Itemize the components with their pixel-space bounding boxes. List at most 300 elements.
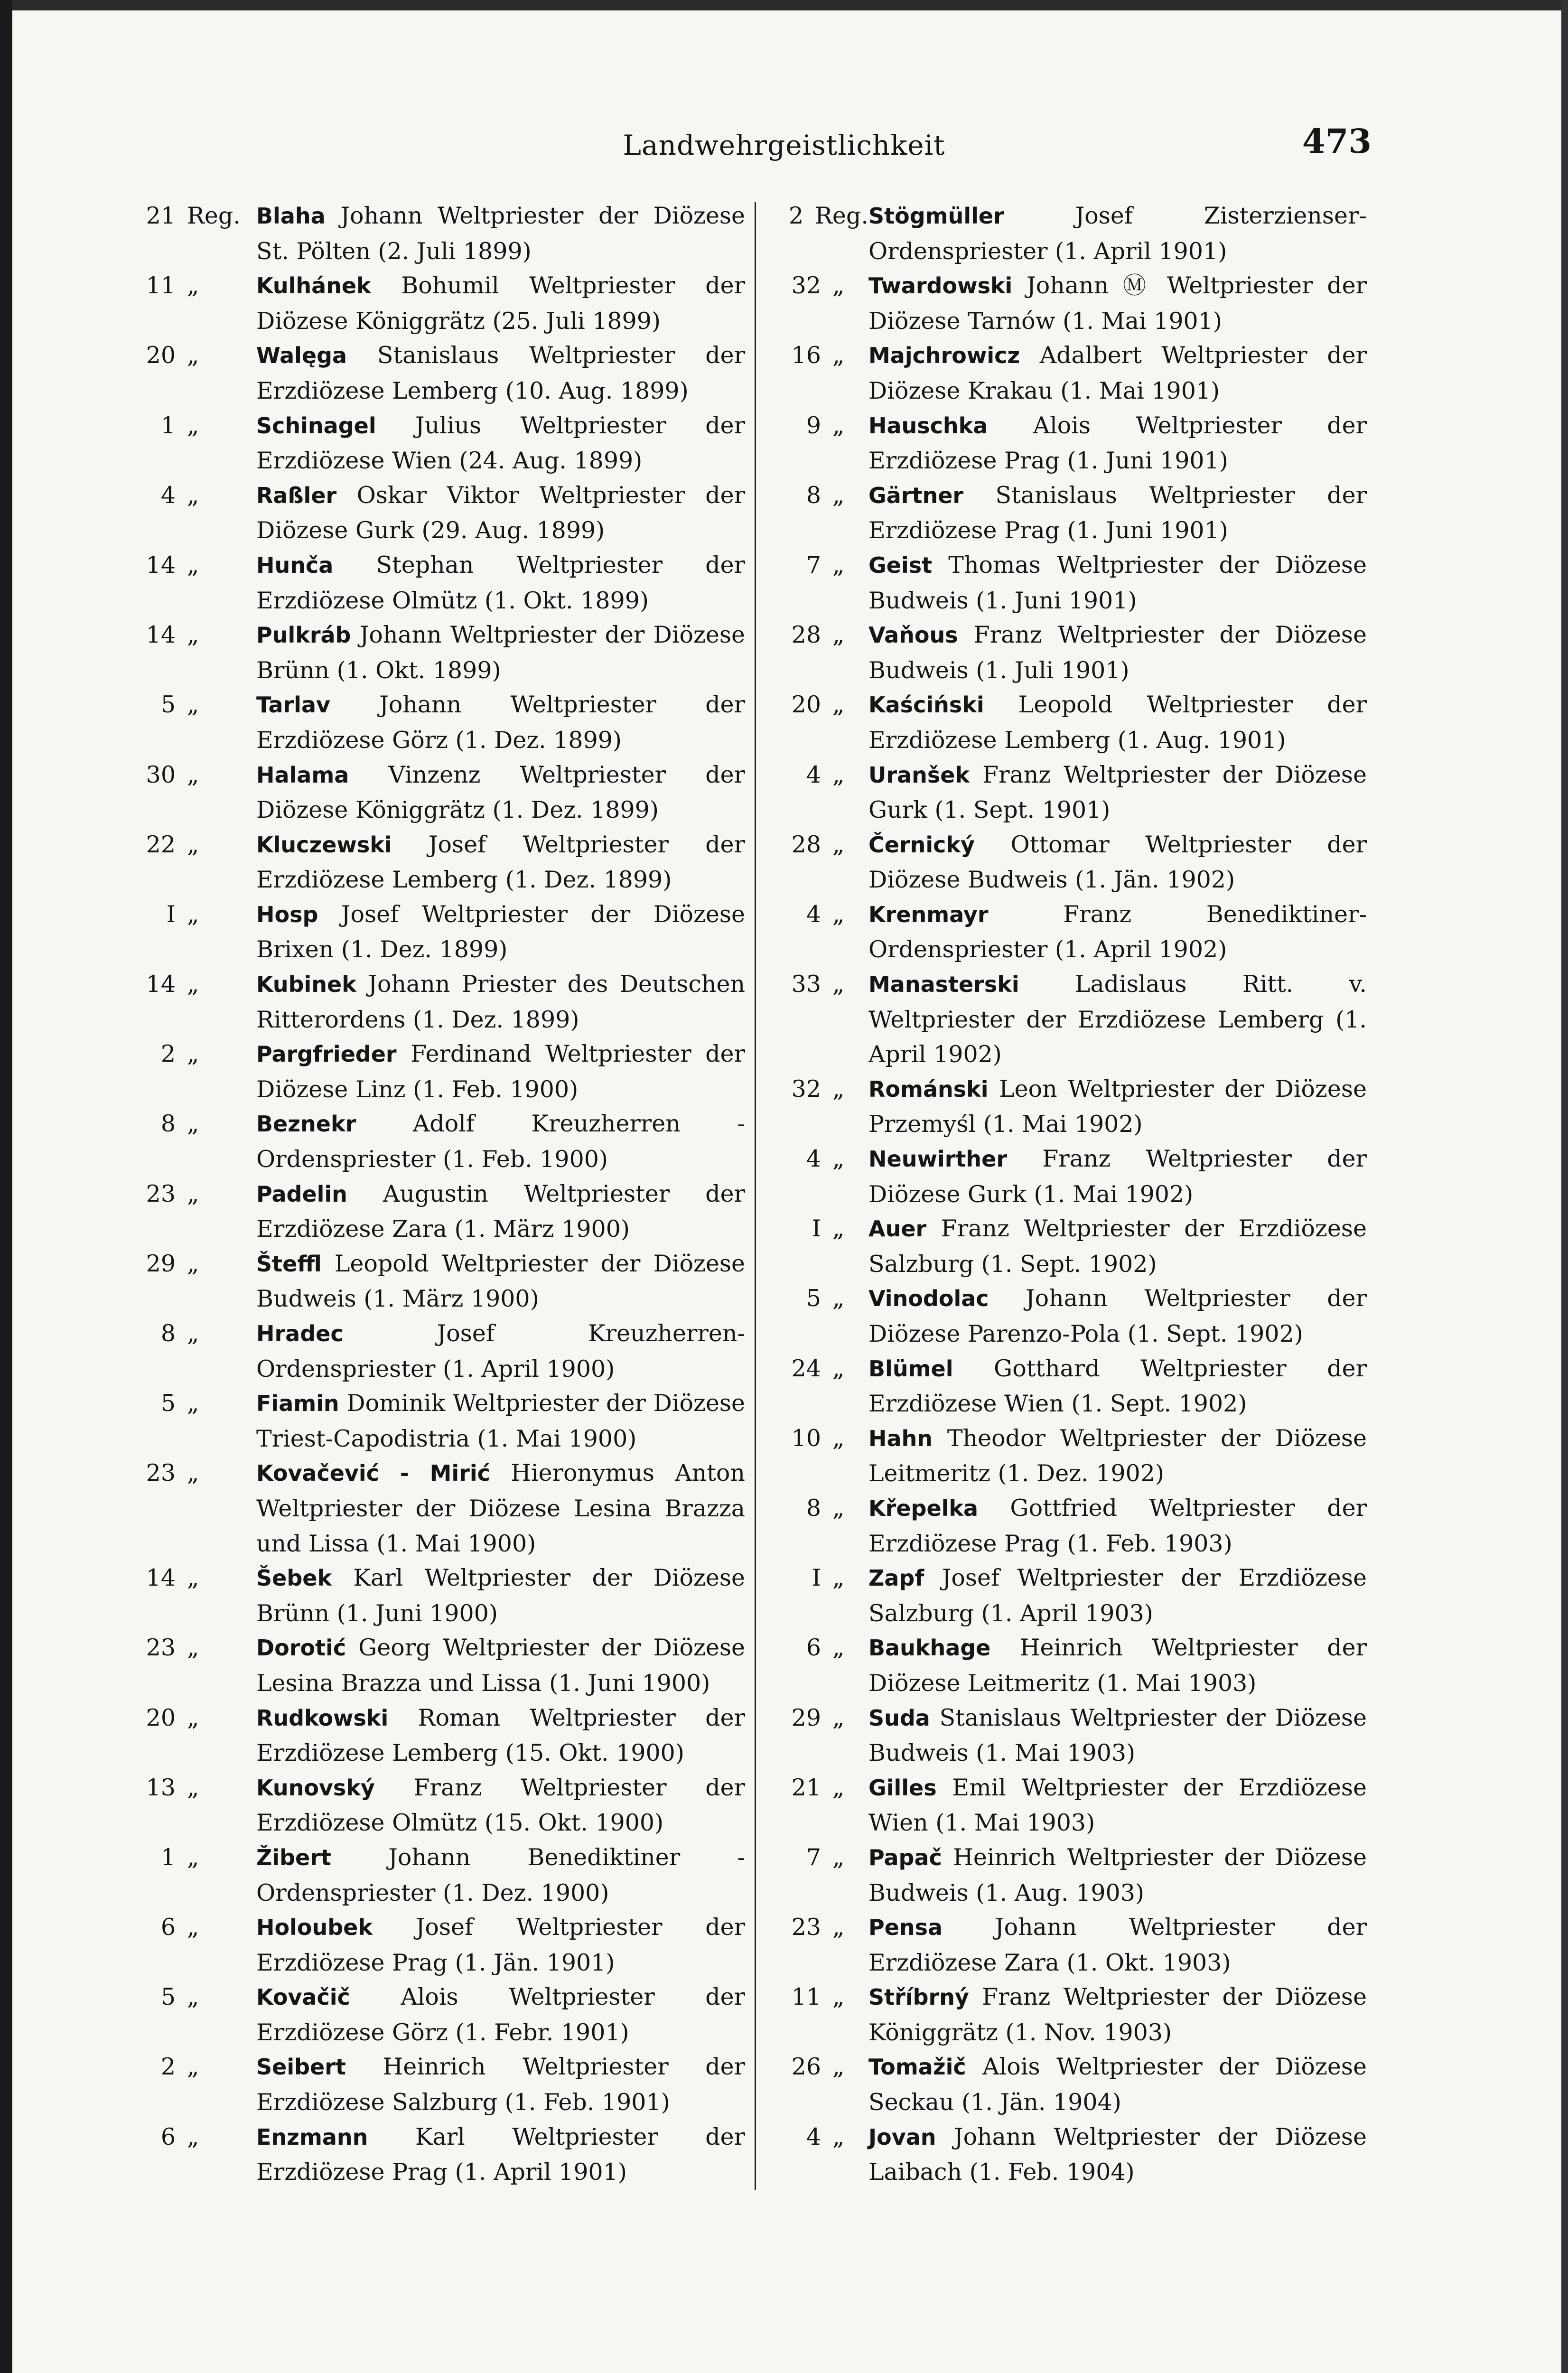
regiment-label [114, 198, 256, 268]
list-entry [114, 1630, 745, 1700]
regiment-number: 30 [146, 761, 176, 788]
entry-text [868, 967, 1367, 1072]
surname: Vaňous [868, 622, 958, 648]
entry-details: Johann Weltpriester der Diözese St. Pölten (2. Juli 1899) [256, 202, 745, 265]
list-entry [759, 967, 1367, 1072]
regiment-number: 13 [146, 1774, 176, 1801]
left-column [114, 198, 745, 2189]
entry-details: Josef Weltpriester der Diözese Brixen (1. Dez. 1899) [256, 900, 745, 963]
list-entry [114, 1177, 745, 1246]
entry-text [256, 1630, 745, 1700]
right-column [759, 198, 1367, 2189]
list-entry [114, 408, 745, 478]
regiment-unit: „ [187, 831, 199, 858]
surname: Kluczewski [256, 831, 392, 858]
entry-text [256, 1316, 745, 1386]
surname: Kovačević - Mirić [256, 1460, 490, 1486]
entry-text [868, 2120, 1367, 2189]
regiment-label [114, 1980, 256, 2049]
entry-text [256, 1386, 745, 1456]
regiment-unit: „ [187, 1250, 199, 1277]
regiment-number: 8 [806, 481, 821, 509]
regiment-number: 21 [791, 1774, 821, 1801]
surname: Jovan [868, 2124, 936, 2150]
list-entry [759, 408, 1367, 478]
entry-details: Georg Weltpriester der Diözese Lesina Brazza und Lissa (1. Juni 1900) [256, 1634, 745, 1697]
surname: Uranšek [868, 762, 970, 788]
surname: Kubinek [256, 972, 356, 998]
regiment-number: 5 [160, 1390, 176, 1417]
list-entry [114, 1910, 745, 1980]
regiment-unit: „ [187, 691, 199, 719]
regiment-label [114, 1910, 256, 1980]
entry-details: Johann Weltpriester der Diözese Laibach (1. Feb. 1904) [868, 2123, 1367, 2186]
regiment-label [759, 1141, 868, 1211]
entry-details: Augustin Weltpriester der Erzdiözese Zara (1. März 1900) [256, 1180, 745, 1243]
entry-text [256, 408, 745, 478]
entry-details: Stanislaus Weltpriester der Erzdiözese Prag (1. Juni 1901) [868, 481, 1367, 544]
regiment-number: 23 [146, 1180, 176, 1207]
list-entry [114, 1316, 745, 1386]
entry-text [256, 338, 745, 408]
regiment-unit: „ [832, 1424, 845, 1452]
regiment-number: 5 [160, 691, 176, 719]
regiment-label [759, 478, 868, 548]
regiment-number: 29 [791, 1704, 821, 1731]
regiment-unit: „ [187, 1774, 199, 1801]
regiment-label [114, 1770, 256, 1840]
regiment-unit: „ [832, 1355, 845, 1382]
entry-text [256, 687, 745, 757]
regiment-label [114, 2120, 256, 2189]
regiment-number: 4 [806, 900, 821, 928]
regiment-label [114, 268, 256, 338]
entry-details: Leopold Weltpriester der Erzdiözese Lemberg (1. Aug. 1901) [868, 691, 1367, 754]
regiment-unit: „ [187, 481, 199, 509]
list-entry [759, 897, 1367, 967]
entry-text [868, 1910, 1367, 1980]
entry-text [868, 1630, 1367, 1700]
surname: Papač [868, 1844, 942, 1870]
regiment-label [759, 967, 868, 1072]
surname: Twardowski [868, 273, 1013, 299]
regiment-number: 1 [160, 1843, 176, 1871]
regiment-number: 33 [791, 971, 821, 998]
list-entry [759, 548, 1367, 617]
entry-details: Josef Kreuzherren-Ordenspriester (1. April 1900) [256, 1320, 745, 1383]
regiment-label [759, 1072, 868, 1141]
regiment-number: 20 [791, 691, 821, 719]
entry-details: Theodor Weltpriester der Diözese Leitmeritz (1. Dez. 1902) [868, 1424, 1367, 1487]
entry-details: Franz Weltpriester der Diözese Königgrätz (1. Nov. 1903) [868, 1983, 1367, 2046]
regiment-number: 28 [791, 621, 821, 649]
surname: Krenmayr [868, 901, 989, 927]
entry-details: Karl Weltpriester der Erzdiözese Prag (1. April 1901) [256, 2123, 745, 2186]
surname: Fiamin [256, 1391, 339, 1417]
entry-text [256, 1980, 745, 2049]
list-entry [114, 687, 745, 757]
entry-details: Hieronymus Anton Weltpriester der Diözese Lesina Brazza und Lissa (1. Mai 1900) [256, 1459, 745, 1557]
list-entry [759, 827, 1367, 897]
surname: Kaściński [868, 692, 984, 718]
entry-details: Franz Weltpriester der Diözese Gurk (1. Mai 1902) [868, 1145, 1367, 1208]
entry-details: Johann Weltpriester der Diözese Parenzo-Pola (1. Sept. 1902) [868, 1285, 1367, 1348]
entry-details: Josef Weltpriester der Erzdiözese Lemberg (1. Dez. 1899) [256, 831, 745, 894]
regiment-label [759, 1700, 868, 1770]
entry-text [256, 617, 745, 687]
entry-details: Heinrich Weltpriester der Diözese Budweis (1. Aug. 1903) [868, 1843, 1367, 1906]
entry-text [868, 1770, 1367, 1840]
regiment-label [759, 827, 868, 897]
list-entry [114, 827, 745, 897]
list-entry [759, 2120, 1367, 2189]
regiment-number: 4 [160, 481, 176, 509]
regiment-number: 6 [160, 2123, 176, 2150]
entry-text [868, 268, 1367, 338]
surname: Holoubek [256, 1915, 373, 1941]
entry-text [256, 1456, 745, 1560]
regiment-unit: „ [187, 2053, 199, 2081]
entry-text [256, 2120, 745, 2189]
regiment-unit: „ [187, 1110, 199, 1138]
list-entry [759, 1630, 1367, 1700]
regiment-number: 2 [788, 202, 804, 229]
list-entry [114, 338, 745, 408]
entry-details: Alois Weltpriester der Erzdiözese Prag (1. Juni 1901) [868, 411, 1367, 475]
surname: Hauschka [868, 412, 988, 439]
regiment-unit: „ [832, 342, 845, 369]
regiment-label [759, 268, 868, 338]
entry-details: Stanislaus Weltpriester der Diözese Budweis (1. Mai 1903) [868, 1704, 1367, 1767]
surname: Enzmann [256, 2124, 368, 2150]
entry-details: Johann Weltpriester der Erzdiözese Zara (1. Okt. 1903) [868, 1914, 1367, 1976]
surname: Kovačič [256, 1984, 350, 2010]
regiment-number: 2 [160, 2053, 176, 2081]
regiment-label [114, 1840, 256, 1910]
regiment-label [759, 1560, 868, 1630]
entry-text [256, 478, 745, 548]
entry-details: Johann Priester des Deutschen Ritterordens (1. Dez. 1899) [256, 971, 746, 1033]
list-entry [759, 757, 1367, 827]
entry-details: Heinrich Weltpriester der Diözese Leitmeritz (1. Mai 1903) [868, 1634, 1367, 1697]
surname: Seibert [256, 2054, 346, 2080]
entry-details: Johann Ⓜ Weltpriester der Diözese Tarnów (1. Mai 1901) [868, 272, 1367, 335]
entry-text [868, 198, 1367, 268]
regiment-unit: „ [187, 621, 199, 649]
regiment-label [759, 408, 868, 478]
entry-details: Johann Benediktiner - Ordenspriester (1. Dez. 1900) [256, 1843, 745, 1906]
surname: Dorotić [256, 1635, 346, 1661]
regiment-number: 14 [146, 551, 176, 579]
regiment-unit: „ [832, 831, 845, 858]
surname: Pulkráb [256, 622, 351, 648]
list-entry [114, 198, 745, 268]
entry-text [868, 1980, 1367, 2049]
entry-text [868, 1560, 1367, 1630]
list-entry [759, 1491, 1367, 1560]
entry-details: Franz Weltpriester der Erzdiözese Salzburg (1. Sept. 1902) [868, 1215, 1367, 1278]
entry-text [868, 1840, 1367, 1910]
list-entry [759, 1281, 1367, 1351]
list-entry [114, 617, 745, 687]
entry-text [256, 897, 745, 967]
entry-text [868, 1700, 1367, 1770]
regiment-label [114, 897, 256, 967]
entry-details: Johann Weltpriester der Erzdiözese Görz (1. Dez. 1899) [256, 691, 746, 754]
entry-text [868, 1421, 1367, 1491]
regiment-label [114, 408, 256, 478]
surname: Kulhánek [256, 273, 371, 299]
regiment-unit: „ [832, 1564, 845, 1592]
surname: Padelin [256, 1181, 347, 1207]
regiment-label [114, 478, 256, 548]
regiment-unit: „ [832, 1494, 845, 1522]
entry-details: Adolf Kreuzherren - Ordenspriester (1. Feb. 1900) [256, 1110, 745, 1173]
list-entry [114, 1840, 745, 1910]
list-entry [114, 2049, 745, 2119]
surname: Hosp [256, 901, 318, 927]
regiment-unit: „ [832, 1075, 845, 1102]
regiment-number: 14 [146, 621, 176, 649]
regiment-unit: „ [187, 1704, 199, 1731]
regiment-unit: „ [187, 1390, 199, 1417]
surname: Halama [256, 762, 349, 788]
list-entry [114, 1386, 745, 1456]
regiment-label [114, 1386, 256, 1456]
entry-text [256, 1037, 745, 1106]
entry-text [256, 548, 745, 617]
entry-text [868, 897, 1367, 967]
regiment-unit: „ [832, 1145, 845, 1173]
page-number: 473 [1302, 121, 1372, 161]
surname: Románski [868, 1076, 989, 1102]
list-entry [759, 478, 1367, 548]
list-entry [114, 268, 745, 338]
regiment-number: 32 [791, 272, 821, 299]
list-entry [759, 1141, 1367, 1211]
entry-details: Vinzenz Weltpriester der Diözese Königgrätz (1. Dez. 1899) [256, 761, 746, 824]
list-entry [759, 1072, 1367, 1141]
regiment-number: 21 [146, 202, 176, 229]
surname: Hunča [256, 552, 334, 578]
entry-text [256, 757, 745, 827]
regiment-label [114, 1316, 256, 1386]
regiment-number: 26 [791, 2053, 821, 2081]
regiment-label [759, 1211, 868, 1281]
list-entry [759, 1910, 1367, 1980]
regiment-number: 7 [806, 1843, 821, 1871]
list-entry [759, 1421, 1367, 1491]
entry-text [868, 827, 1367, 897]
regiment-unit: „ [832, 1983, 845, 2011]
entry-text [868, 338, 1367, 408]
regiment-label [759, 687, 868, 757]
surname: Gärtner [868, 482, 964, 508]
surname: Majchrowicz [868, 343, 1020, 369]
regiment-label [114, 338, 256, 408]
entry-text [256, 1106, 745, 1176]
list-entry [759, 338, 1367, 408]
regiment-unit: „ [832, 1914, 845, 1941]
entry-details: Gotthard Weltpriester der Erzdiözese Wien (1. Sept. 1902) [868, 1355, 1367, 1418]
regiment-unit: „ [187, 1564, 199, 1592]
surname: Gilles [868, 1775, 937, 1801]
entry-text [868, 687, 1367, 757]
regiment-unit: „ [832, 761, 845, 788]
regiment-unit: „ [187, 1320, 199, 1347]
regiment-number: 8 [806, 1494, 821, 1522]
regiment-number: 23 [146, 1634, 176, 1662]
entry-text [256, 827, 745, 897]
entry-text [256, 268, 745, 338]
regiment-unit: „ [187, 1914, 199, 1941]
regiment-number: 14 [146, 1564, 176, 1592]
regiment-unit: „ [187, 551, 199, 579]
regiment-unit: „ [832, 971, 845, 998]
list-entry [114, 1246, 745, 1316]
entry-text [256, 1560, 745, 1630]
list-entry [114, 967, 745, 1037]
regiment-unit: „ [832, 411, 845, 439]
list-entry [114, 1106, 745, 1176]
entry-text [256, 1840, 745, 1910]
list-entry [759, 617, 1367, 687]
entry-details: Gottfried Weltpriester der Erzdiözese Prag (1. Feb. 1903) [868, 1494, 1367, 1557]
regiment-label [759, 1630, 868, 1700]
regiment-number: 4 [806, 761, 821, 788]
regiment-number: 5 [160, 1983, 176, 2011]
regiment-label [759, 1840, 868, 1910]
regiment-number: 20 [146, 1704, 176, 1731]
regiment-unit: „ [187, 272, 199, 299]
surname: Walęga [256, 343, 347, 369]
entry-text [868, 478, 1367, 548]
list-entry [759, 268, 1367, 338]
regiment-label [114, 1630, 256, 1700]
entry-details: Franz Benediktiner-Ordenspriester (1. April 1902) [868, 900, 1367, 963]
regiment-unit: „ [832, 2053, 845, 2081]
entry-details: Stanislaus Weltpriester der Erzdiözese Lemberg (10. Aug. 1899) [256, 342, 745, 404]
entry-text [868, 1072, 1367, 1141]
entry-text [868, 1351, 1367, 1421]
entry-details: Josef Weltpriester der Erzdiözese Prag (1. Jän. 1901) [256, 1914, 746, 1976]
regiment-unit: „ [832, 1704, 845, 1731]
surname: Raßler [256, 482, 337, 508]
regiment-label [114, 1560, 256, 1630]
regiment-number: 4 [806, 2123, 821, 2150]
regiment-number: 11 [791, 1983, 821, 2011]
entry-details: Ferdinand Weltpriester der Diözese Linz (1. Feb. 1900) [256, 1040, 745, 1103]
regiment-label [759, 198, 868, 268]
list-entry [114, 548, 745, 617]
regiment-label [759, 338, 868, 408]
regiment-label [759, 2120, 868, 2189]
regiment-number: 22 [146, 831, 176, 858]
regiment-number: 9 [806, 411, 821, 439]
entry-text [256, 198, 745, 268]
regiment-label [759, 757, 868, 827]
surname: Šteffl [256, 1251, 322, 1277]
regiment-label [114, 1177, 256, 1246]
entry-details: Bohumil Weltpriester der Diözese Königgrätz (25. Juli 1899) [256, 272, 745, 335]
regiment-label [759, 617, 868, 687]
entry-details: Alois Weltpriester der Erzdiözese Görz (1. Febr. 1901) [256, 1983, 746, 2046]
surname: Suda [868, 1705, 930, 1731]
regiment-unit: „ [187, 1983, 199, 2011]
surname: Stögmüller [868, 203, 1004, 229]
regiment-unit: „ [187, 1180, 199, 1207]
regiment-number: 8 [160, 1320, 176, 1347]
regiment-number: I [166, 900, 176, 928]
regiment-number: 28 [791, 831, 821, 858]
surname: Rudkowski [256, 1705, 389, 1731]
list-entry [759, 198, 1367, 268]
list-entry [114, 1560, 745, 1630]
regiment-unit: „ [187, 1040, 199, 1068]
list-entry [759, 2049, 1367, 2119]
entry-text [868, 2049, 1367, 2119]
scan-edge-top [0, 0, 1568, 10]
entry-text [868, 1281, 1367, 1351]
regiment-unit: „ [187, 1843, 199, 1871]
regiment-number: 14 [146, 971, 176, 998]
list-entry [114, 757, 745, 827]
regiment-label [759, 1980, 868, 2049]
entry-details: Franz Weltpriester der Diözese Budweis (1. Juli 1901) [868, 621, 1367, 684]
scan-edge-left [0, 0, 12, 2373]
regiment-label [759, 1491, 868, 1560]
regiment-unit: „ [832, 272, 845, 299]
surname: Pargfrieder [256, 1041, 397, 1067]
surname: Černický [868, 831, 975, 858]
entry-details: Roman Weltpriester der Erzdiözese Lemberg (15. Okt. 1900) [256, 1704, 745, 1767]
entry-text [256, 1246, 745, 1316]
regiment-number: 20 [146, 342, 176, 369]
entry-text [256, 967, 745, 1037]
surname: Schinagel [256, 412, 376, 439]
regiment-label [114, 1700, 256, 1770]
list-entry [759, 687, 1367, 757]
regiment-label [114, 967, 256, 1037]
regiment-number: 23 [146, 1459, 176, 1487]
regiment-number: 23 [791, 1914, 821, 1941]
regiment-unit: Reg. [815, 202, 868, 229]
regiment-label [114, 548, 256, 617]
regiment-number: 11 [146, 272, 176, 299]
regiment-unit: „ [832, 1843, 845, 1871]
entry-text [256, 1770, 745, 1840]
regiment-number: I [812, 1215, 821, 1243]
surname: Žibert [256, 1844, 331, 1870]
regiment-number: I [812, 1564, 821, 1592]
surname: Hahn [868, 1425, 933, 1451]
column-divider [755, 202, 756, 2190]
regiment-unit: „ [832, 691, 845, 719]
surname: Manasterski [868, 972, 1019, 998]
regiment-unit: „ [832, 1285, 845, 1312]
regiment-number: 6 [160, 1914, 176, 1941]
scan-edge-right [1561, 0, 1568, 2373]
list-entry [759, 1351, 1367, 1421]
regiment-unit: „ [832, 2123, 845, 2150]
entry-details: Ottomar Weltpriester der Diözese Budweis (1. Jän. 1902) [868, 831, 1367, 894]
entry-text [868, 1211, 1367, 1281]
entry-text [868, 1491, 1367, 1560]
entry-details: Dominik Weltpriester der Diözese Triest-Capodistria (1. Mai 1900) [256, 1390, 745, 1452]
regiment-unit: „ [187, 411, 199, 439]
regiment-number: 1 [160, 411, 176, 439]
regiment-number: 24 [791, 1355, 821, 1382]
